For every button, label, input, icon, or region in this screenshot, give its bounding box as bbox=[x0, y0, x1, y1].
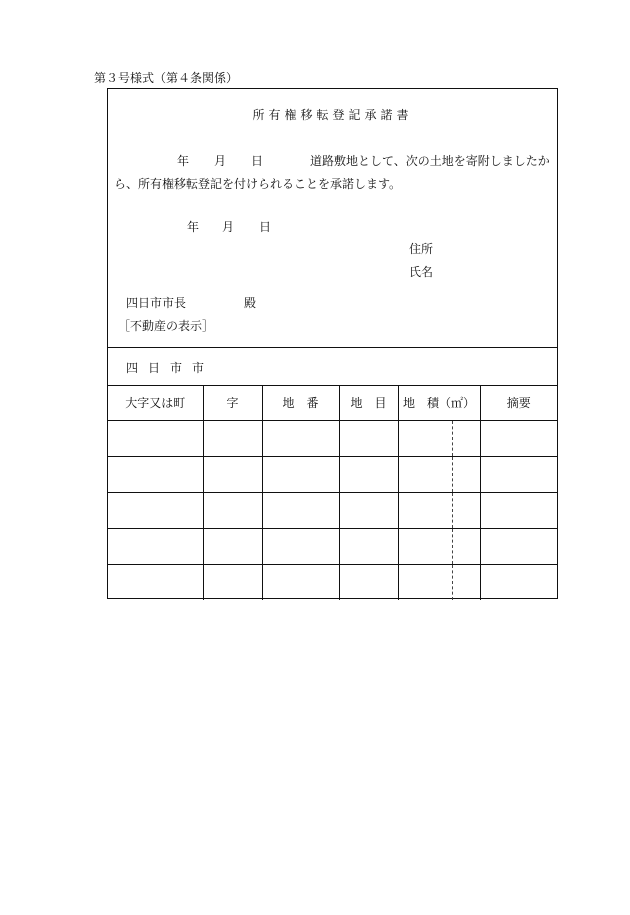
signing-month-label: 月 bbox=[222, 220, 235, 234]
city-row bbox=[108, 347, 557, 386]
consent-text-line-1: 道路敷地として、次の土地を寄附しましたか bbox=[310, 154, 550, 168]
cell-land-category[interactable] bbox=[339, 457, 398, 493]
cell-land-category[interactable] bbox=[339, 565, 398, 601]
consent-section bbox=[108, 89, 557, 348]
address-label: 住所 bbox=[409, 242, 434, 256]
table-header-row bbox=[108, 385, 557, 421]
cell-remarks[interactable] bbox=[480, 421, 557, 457]
document-title: 所有権移転登記承諾書 bbox=[252, 108, 413, 122]
table-row bbox=[108, 529, 557, 565]
property-caption: ［不動産の表示］ bbox=[118, 319, 215, 333]
cell-aza[interactable] bbox=[203, 493, 262, 529]
honorific: 殿 bbox=[244, 296, 257, 310]
form-number: 第３号様式（第４条関係） bbox=[94, 71, 239, 85]
cell-aza[interactable] bbox=[203, 457, 262, 493]
cell-land-area[interactable] bbox=[398, 493, 480, 529]
header-lot-number: 地 番 bbox=[262, 385, 339, 421]
cell-oaza[interactable] bbox=[108, 529, 203, 565]
cell-lot-number[interactable] bbox=[262, 457, 339, 493]
header-aza: 字 bbox=[203, 385, 262, 421]
cell-land-area[interactable] bbox=[398, 565, 480, 601]
cell-land-category[interactable] bbox=[339, 421, 398, 457]
property-table bbox=[108, 385, 557, 600]
cell-land-area[interactable] bbox=[398, 457, 480, 493]
cell-land-area[interactable] bbox=[398, 529, 480, 565]
table-row bbox=[108, 493, 557, 529]
cell-land-category[interactable] bbox=[339, 529, 398, 565]
table-row bbox=[108, 565, 557, 601]
cell-remarks[interactable] bbox=[480, 493, 557, 529]
name-label: 氏名 bbox=[409, 265, 434, 279]
cell-lot-number[interactable] bbox=[262, 493, 339, 529]
cell-remarks[interactable] bbox=[480, 457, 557, 493]
cell-remarks[interactable] bbox=[480, 565, 557, 601]
city-name: 四日市市 bbox=[126, 361, 215, 375]
addressee: 四日市市長 bbox=[126, 296, 187, 310]
cell-aza[interactable] bbox=[203, 565, 262, 601]
cell-oaza[interactable] bbox=[108, 421, 203, 457]
donation-month-label: 月 bbox=[214, 154, 227, 168]
cell-lot-number[interactable] bbox=[262, 529, 339, 565]
header-remarks: 摘要 bbox=[480, 385, 557, 421]
cell-aza[interactable] bbox=[203, 421, 262, 457]
consent-form bbox=[107, 88, 558, 599]
cell-land-category[interactable] bbox=[339, 493, 398, 529]
cell-aza[interactable] bbox=[203, 529, 262, 565]
cell-remarks[interactable] bbox=[480, 529, 557, 565]
signing-day-label: 日 bbox=[259, 220, 272, 234]
cell-lot-number[interactable] bbox=[262, 421, 339, 457]
header-oaza: 大字又は町 bbox=[108, 385, 203, 421]
cell-oaza[interactable] bbox=[108, 493, 203, 529]
cell-oaza[interactable] bbox=[108, 457, 203, 493]
donation-day-label: 日 bbox=[251, 154, 264, 168]
table-row bbox=[108, 457, 557, 493]
donation-year-label: 年 bbox=[177, 154, 190, 168]
cell-lot-number[interactable] bbox=[262, 565, 339, 601]
header-land-category: 地 目 bbox=[339, 385, 398, 421]
cell-oaza[interactable] bbox=[108, 565, 203, 601]
cell-land-area[interactable] bbox=[398, 421, 480, 457]
consent-text-line-2: ら、所有権移転登記を付けられることを承諾します。 bbox=[114, 177, 402, 191]
header-land-area: 地 積（㎡） bbox=[398, 385, 480, 421]
table-row bbox=[108, 421, 557, 457]
signing-year-label: 年 bbox=[187, 220, 200, 234]
